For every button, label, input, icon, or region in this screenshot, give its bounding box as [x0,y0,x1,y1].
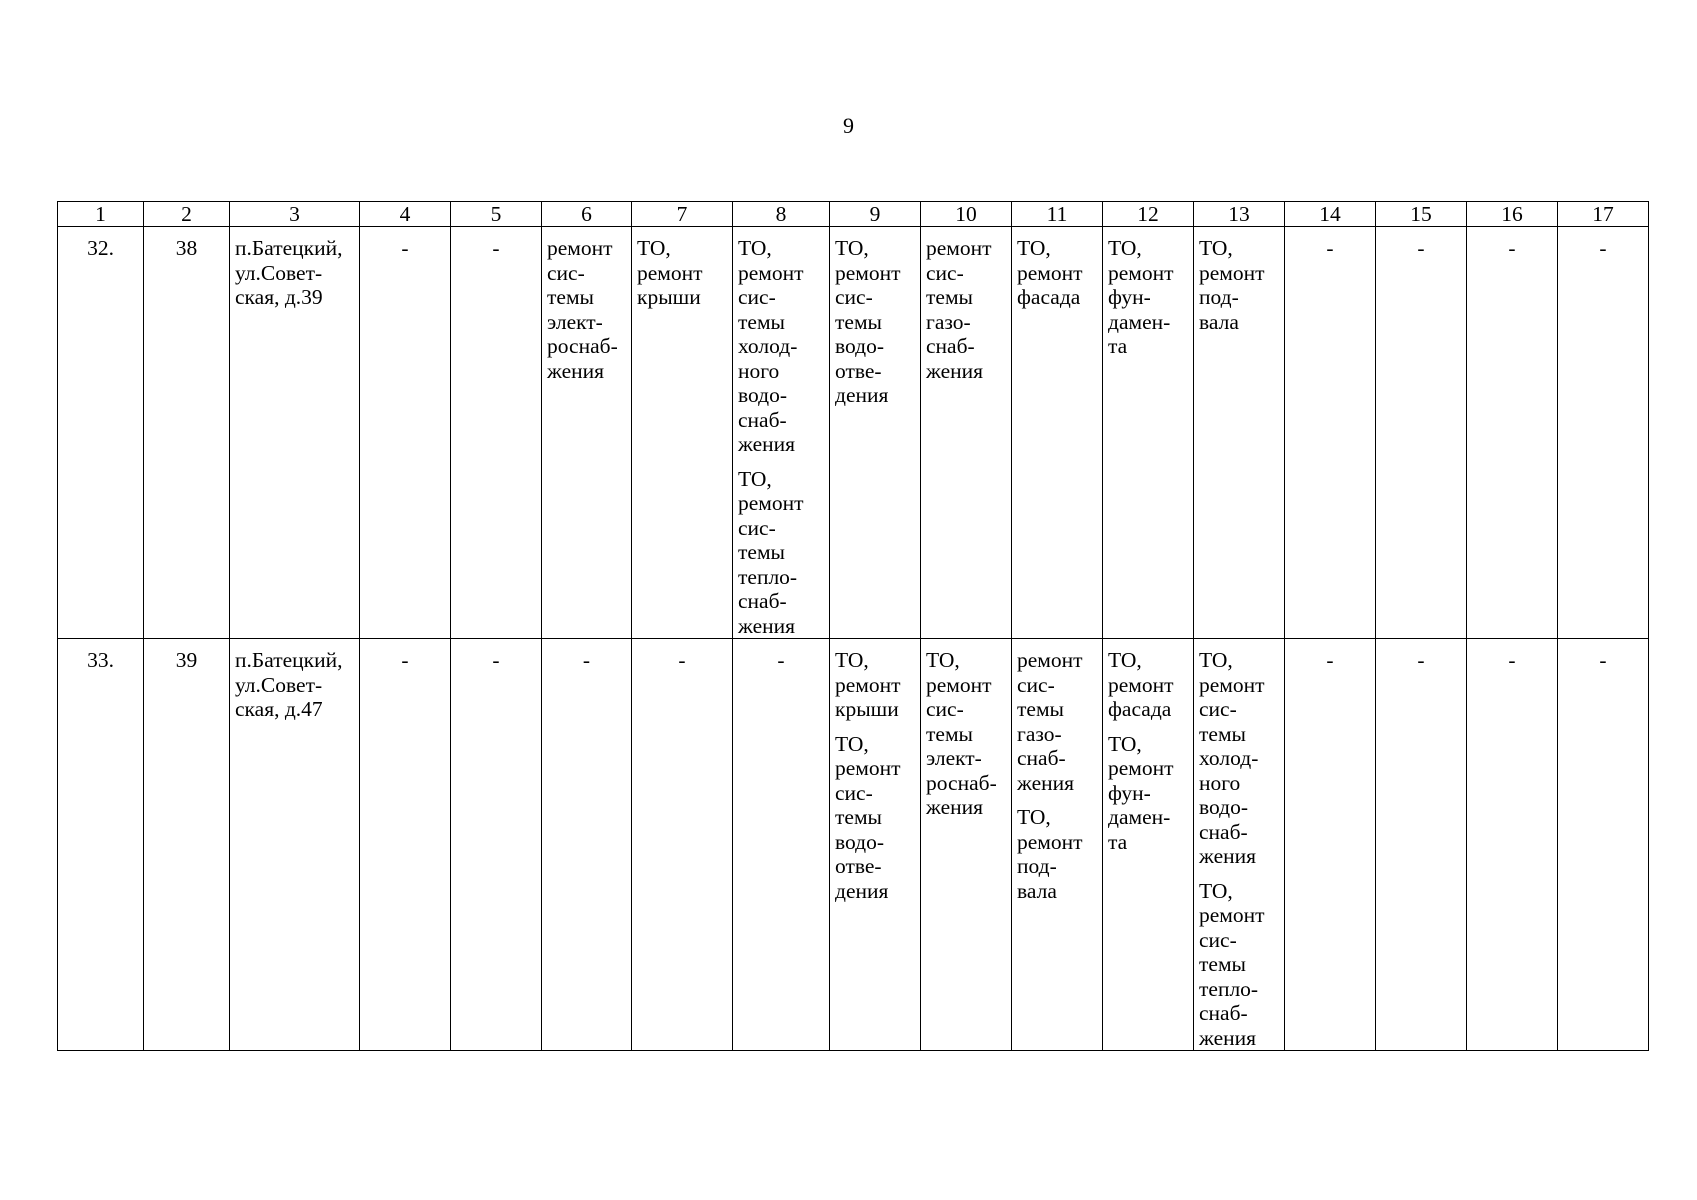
work-entry [926,236,1006,383]
cell-line: п.Батецкий, [235,648,343,672]
cell-line: ремонт [1017,648,1083,672]
cell-line: темы [1017,697,1064,721]
work-entry [1017,648,1097,795]
cell-line: темы [835,309,882,334]
column-header: 8 [733,202,830,227]
work-entry [835,648,915,722]
cell-line: ремонт [738,491,804,515]
cell-line: сис- [926,697,964,721]
cell-line: фасада [1108,697,1172,721]
cell-line: ТО, [1017,805,1051,829]
row-number-cell: 33. [58,639,144,1051]
cell-line: темы [926,285,973,309]
cell-line: тепло- [738,564,798,589]
work-entry [1199,879,1279,1051]
cell-line: ская, д.39 [235,285,323,309]
address-cell [230,227,360,639]
cell-line: жения [738,613,796,638]
work-cell-15: - [1376,639,1467,1051]
cell-line: темы [738,540,785,564]
work-cell-16: - [1467,227,1558,639]
cell-line: ТО, [1199,648,1233,672]
cell-line: ремонт [1017,829,1083,854]
work-entry [1108,732,1188,855]
cell-line: темы [1199,952,1246,976]
cell-line: ТО, [1108,648,1142,672]
page-number: 9 [843,113,854,138]
cell-line: отве- [835,358,882,383]
cell-line: сис- [1017,672,1055,697]
table-row [58,639,1649,1051]
cell-line: ремонт [926,236,992,260]
column-header: 6 [542,202,632,227]
cell-line: сис- [1199,697,1237,721]
cell-line: снаб- [1199,819,1248,844]
work-cell-10 [921,639,1012,1051]
cell-line: дения [835,383,889,407]
work-cell-8: - [733,639,830,1051]
column-header: 17 [1558,202,1649,227]
cell-line: крыши [835,697,899,721]
column-header: 7 [632,202,733,227]
cell-line: ремонт [738,260,804,285]
cell-line: ТО, [926,648,960,672]
address-cell [230,639,360,1051]
column-header: 1 [58,202,144,227]
cell-line: ремонт [926,672,992,697]
cell-line: газо- [1017,721,1062,746]
work-cell-15: - [1376,227,1467,639]
cell-line: сис- [738,515,776,540]
cell-line: холод- [738,334,798,358]
column-header: 5 [451,202,542,227]
work-entry [637,236,727,310]
cell-line: ремонт [1017,260,1083,285]
work-cell-5: - [451,227,542,639]
cell-line: фун- [1108,780,1151,805]
work-cell-16: - [1467,639,1558,1051]
work-entry [1017,236,1097,310]
work-cell-7: - [632,639,733,1051]
cell-line: сис- [1199,927,1237,952]
cell-line: водо- [835,829,884,854]
work-entry [835,732,915,904]
cell-line: ская, д.47 [235,697,323,721]
cell-line: ул.Совет- [235,260,323,285]
cell-line: роснаб- [926,770,997,795]
cell-line: ремонт [1199,260,1265,285]
work-entry [547,236,626,383]
cell-line: сис- [926,260,964,285]
cell-line: ремонт [547,236,613,260]
work-cell-4: - [360,639,451,1051]
cell-line: сис- [738,285,776,309]
cell-line: сис- [835,780,873,805]
column-header: 9 [830,202,921,227]
cell-line: жения [926,795,984,819]
cell-line: элект- [547,309,603,334]
row-number-cell: 32. [58,227,144,639]
work-cell-13 [1194,639,1285,1051]
work-entry [738,236,824,457]
table-row [58,227,1649,639]
cell-line: ТО, [835,236,869,260]
cell-line: водо- [835,334,884,358]
work-cell-14: - [1285,227,1376,639]
cell-line: темы [738,309,785,334]
column-header: 2 [144,202,230,227]
cell-line: жения [547,358,605,383]
cell-line: жения [1199,1025,1257,1050]
work-entry [926,648,1006,820]
work-cell-17: - [1558,639,1649,1051]
column-header: 13 [1194,202,1285,227]
cell-line: водо- [738,383,787,407]
cell-line: ремонт [637,260,703,285]
work-cell-11 [1012,227,1103,639]
cell-line: тепло- [1199,976,1259,1001]
cell-line: ТО, [835,648,869,672]
cell-line: фун- [1108,285,1151,309]
cell-line: ремонт [1199,672,1265,697]
work-cell-12 [1103,227,1194,639]
cell-line: крыши [637,285,701,309]
cell-line: элект- [926,746,982,770]
work-cell-6: - [542,639,632,1051]
work-entry [1108,648,1188,722]
object-id-cell: 38 [144,227,230,639]
column-header: 10 [921,202,1012,227]
work-cell-8 [733,227,830,639]
cell-line: жения [1017,770,1075,795]
work-cell-12 [1103,639,1194,1051]
cell-line: под- [1017,854,1057,878]
column-header: 3 [230,202,360,227]
cell-line: дамен- [1108,309,1171,334]
cell-line: снаб- [1017,746,1066,770]
work-entry [1017,805,1097,903]
cell-line: ремонт [835,260,901,285]
column-header: 14 [1285,202,1376,227]
work-entry [835,236,915,408]
cell-line: водо- [1199,795,1248,819]
cell-line: темы [926,721,973,746]
work-cell-17: - [1558,227,1649,639]
cell-line: та [1108,829,1128,854]
cell-line: ремонт [1108,756,1174,780]
cell-line: ремонт [1199,903,1265,927]
cell-line: ТО, [1199,878,1233,903]
cell-line: ТО, [738,466,772,491]
header-row [58,202,1649,227]
cell-line: вала [1017,878,1057,903]
cell-line: темы [1199,721,1246,746]
cell-line: п.Батецкий, [235,236,343,260]
cell-line: снаб- [738,589,787,613]
work-entry [738,467,824,639]
cell-line: сис- [835,285,873,309]
cell-line: ТО, [738,236,772,260]
cell-line: ного [738,358,780,383]
cell-line: газо- [926,309,971,334]
cell-line: ТО, [1108,236,1142,260]
work-cell-9 [830,639,921,1051]
cell-line: ТО, [637,236,671,260]
work-entry [1108,236,1188,359]
cell-line: роснаб- [547,334,618,358]
cell-line: ТО, [1108,731,1142,756]
column-header: 16 [1467,202,1558,227]
work-cell-7 [632,227,733,639]
cell-line: дения [835,878,889,903]
column-header: 4 [360,202,451,227]
work-cell-9 [830,227,921,639]
cell-line: холод- [1199,746,1259,770]
cell-line: снаб- [926,334,975,358]
cell-line: ремонт [835,756,901,780]
cell-line: ного [1199,770,1241,795]
cell-line: снаб- [1199,1001,1248,1025]
cell-line: темы [547,285,594,309]
cell-line: ТО, [1017,236,1051,260]
work-cell-5: - [451,639,542,1051]
cell-line: ул.Совет- [235,672,323,697]
maintenance-table [57,201,1649,1051]
work-entry [1199,236,1279,334]
work-cell-13 [1194,227,1285,639]
cell-line: фасада [1017,285,1081,309]
work-cell-4: - [360,227,451,639]
cell-line: отве- [835,854,882,878]
cell-line: жения [926,358,984,383]
work-cell-6 [542,227,632,639]
cell-line: ремонт [1108,672,1174,697]
cell-line: ремонт [1108,260,1174,285]
cell-line: жения [1199,844,1257,868]
object-id-cell: 39 [144,639,230,1051]
work-cell-14: - [1285,639,1376,1051]
cell-line: сис- [547,260,585,285]
work-entry [1199,648,1279,869]
cell-line: ТО, [1199,236,1233,260]
work-cell-11 [1012,639,1103,1051]
cell-line: та [1108,334,1128,358]
column-header: 15 [1376,202,1467,227]
work-cell-10 [921,227,1012,639]
cell-line: вала [1199,309,1239,334]
cell-line: дамен- [1108,805,1171,829]
cell-line: жения [738,432,796,456]
cell-line: под- [1199,285,1239,309]
cell-line: ремонт [835,672,901,697]
column-header: 12 [1103,202,1194,227]
column-header: 11 [1012,202,1103,227]
cell-line: темы [835,805,882,829]
cell-line: снаб- [738,407,787,432]
cell-line: ТО, [835,731,869,756]
